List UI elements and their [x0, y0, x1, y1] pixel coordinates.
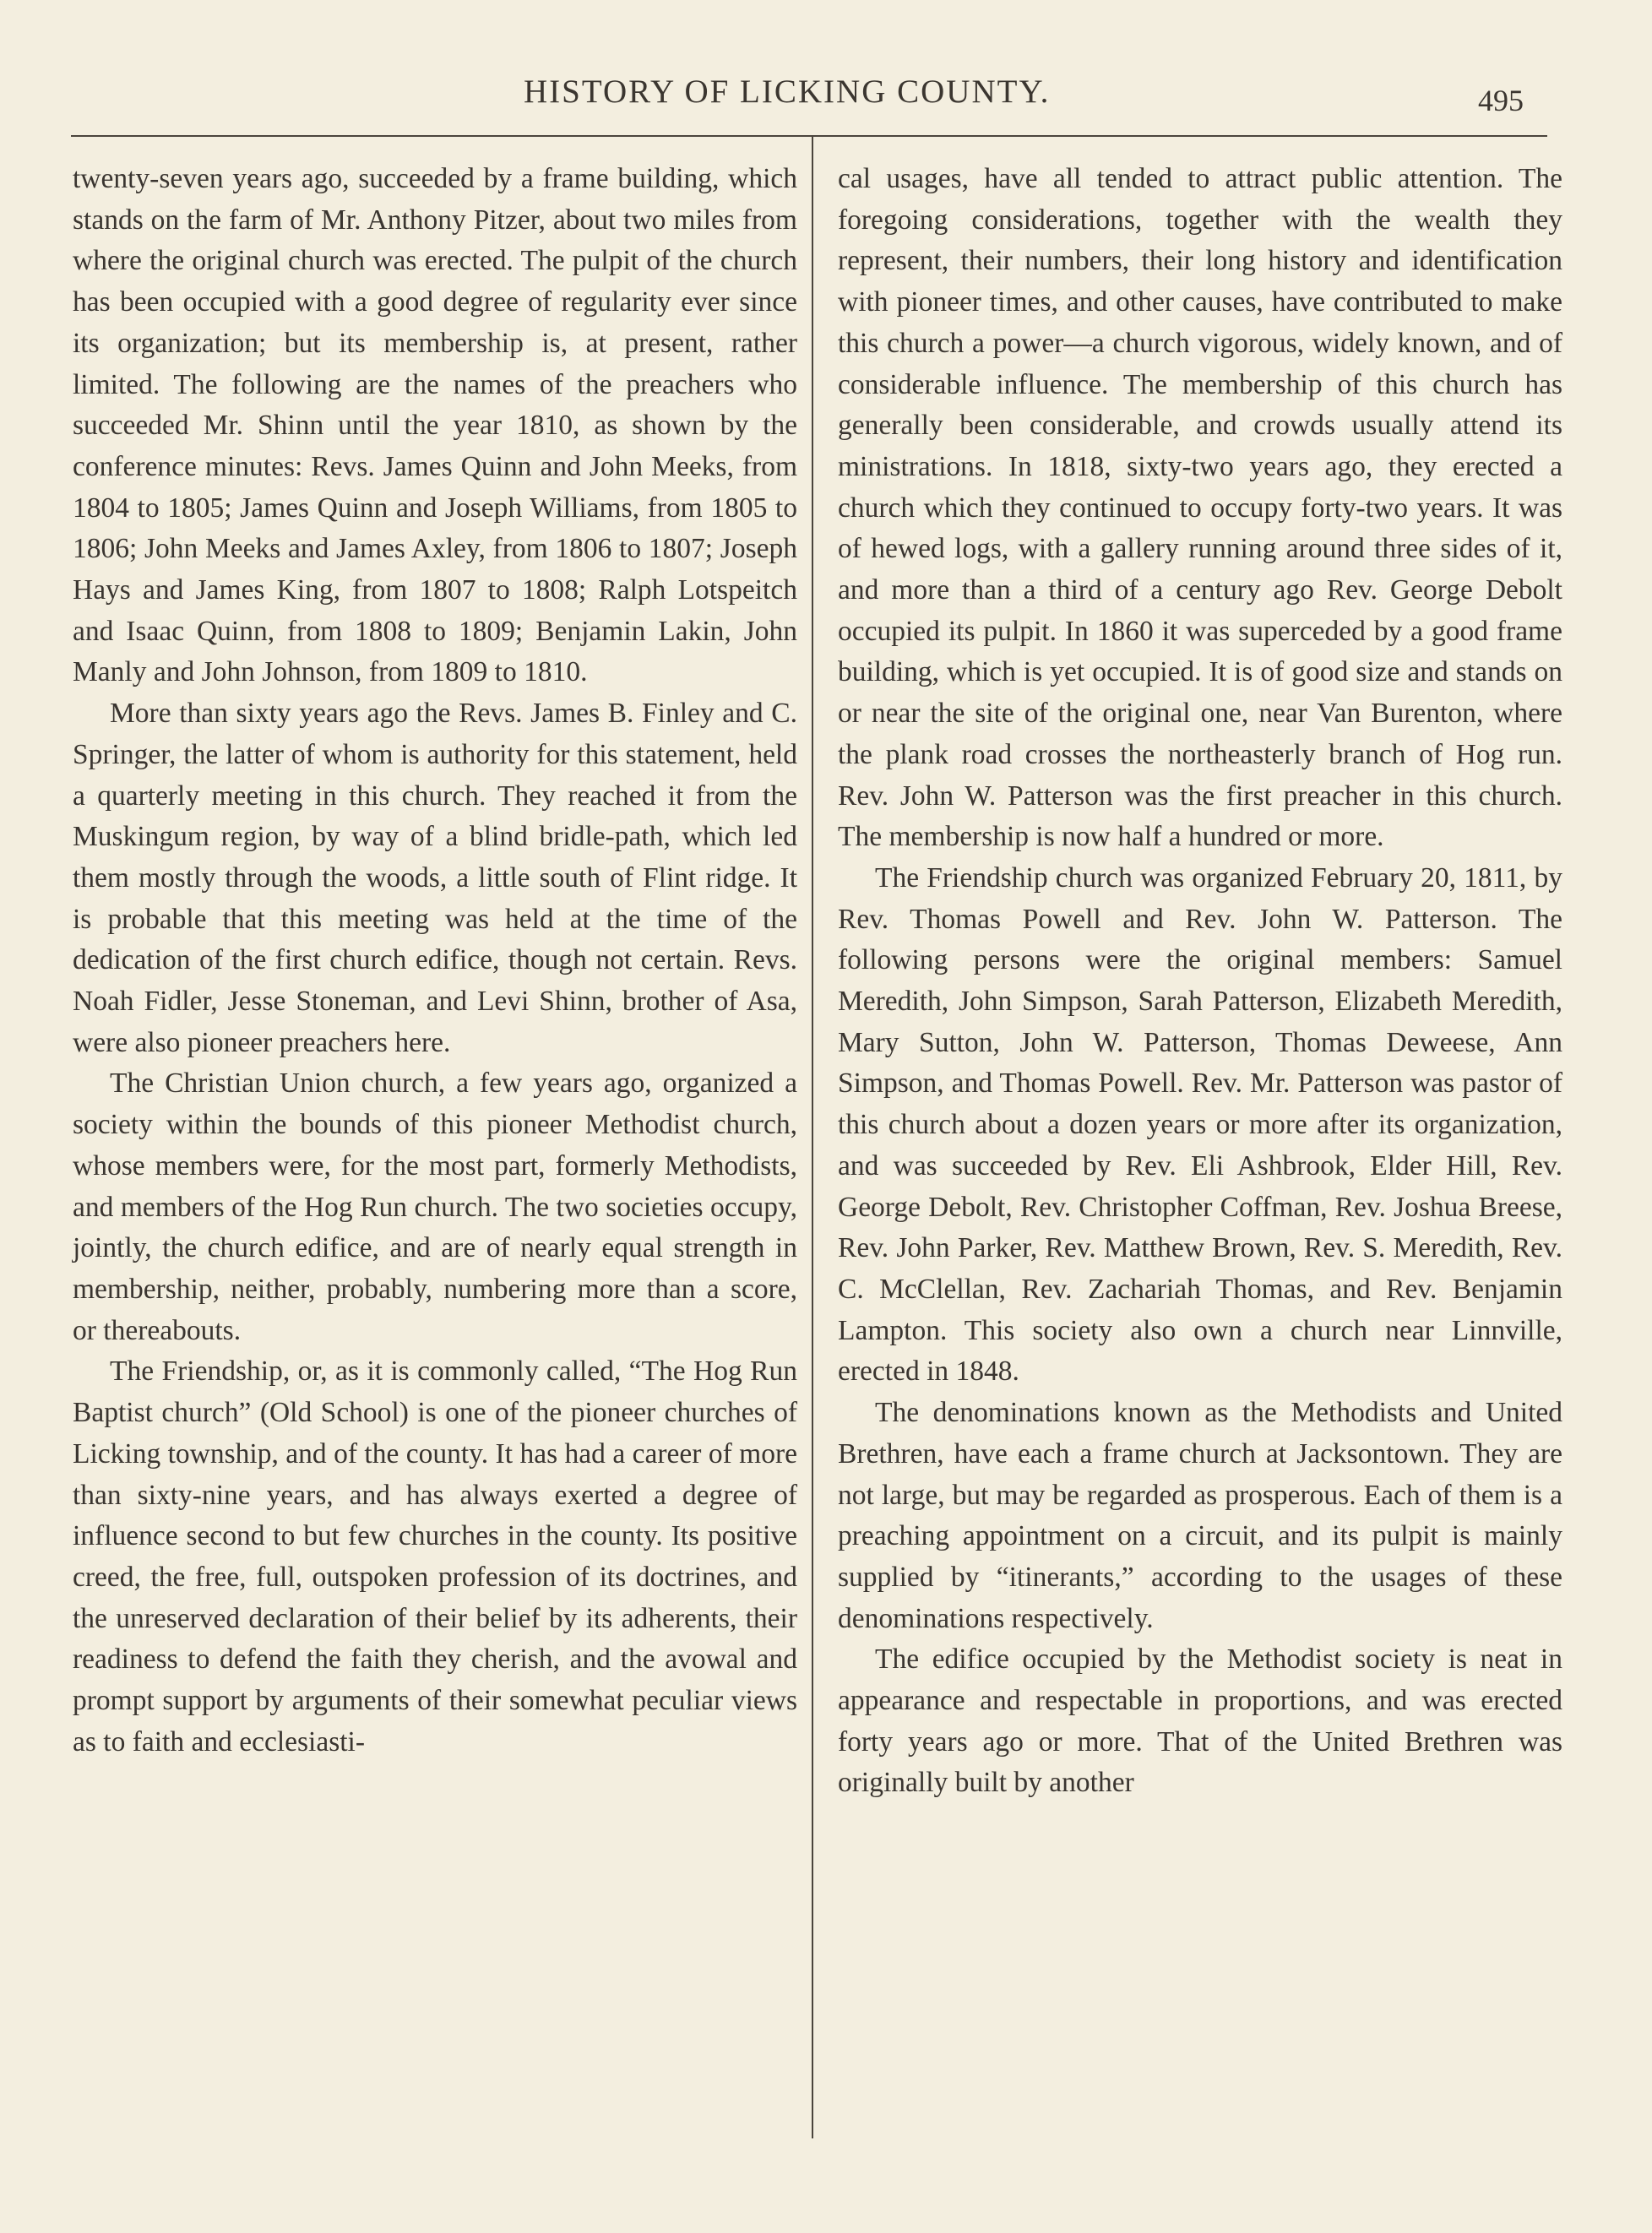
page-number: 495 — [1478, 84, 1524, 117]
paragraph: The Christian Union church, a few years ago, organized a society within the bounds of this pioneer Methodist church, whose members were, for the most part, formerly Methodists, and members of the Hog Run church. The two societies occupy, jointly, the church edifice, and are of nearly equal strength in membership, neither, probably, numbering more than a score, or thereabouts. — [73, 1068, 797, 1346]
left-column — [73, 159, 797, 1763]
paragraph: twenty-seven years ago, succeeded by a frame building, which stands on the farm of Mr. Anthony Pitzer, about two miles from where the original church was erected. The pulpit of the church has been occupied with a good degree of regularity ever since its organization; but its membership is, at present, rather limited. The following are the names of the preachers who succeeded Mr. Shinn until the year 1810, as shown by the conference minutes: Revs. James Quinn and John Meeks, from 1804 to 1805; James Quinn and Joseph Williams, from 1805 to 1806; John Meeks and James Axley, from 1806 to 1807; Joseph Hays and James King, from 1807 to 1808; Ralph Lotspeitch and Isaac Quinn, from 1808 to 1809; Benjamin Lakin, John Manly and John Johnson, from 1809 to 1810. — [73, 163, 797, 688]
paragraph: The edifice occupied by the Methodist society is neat in appearance and respectable in proportions, and was erected forty years ago or more. That of the United Brethren was originally built by another — [838, 1644, 1562, 1799]
paragraph: The Friendship, or, as it is commonly called, “The Hog Run Baptist church” (Old School) is one of the pioneer churches of Licking township, and of the county. It has had a career of more than sixty-nine years, and has always exerted a degree of influence second to but few churches in the county. Its positive creed, the free, full, outspoken profession of its doctrines, and the unreserved declaration of their belief by its adherents, their readiness to defend the faith they cherish, and the avowal and prompt support by arguments of their somewhat peculiar views as to faith and ecclesiasti- — [73, 1356, 797, 1758]
paragraph: The Friendship church was organized February 20, 1811, by Rev. Thomas Powell and Rev. John W. Patterson. The following persons were the original members: Samuel Meredith, John Simpson, Sarah Patterson, Elizabeth Meredith, Mary Sutton, John W. Patterson, Thomas Deweese, Ann Simpson, and Thomas Powell. Rev. Mr. Patterson was pastor of this church about a dozen years or more after its organization, and was succeeded by Rev. Eli Ashbrook, Elder Hill, Rev. George Debolt, Rev. Christopher Coffman, Rev. Joshua Breese, Rev. John Parker, Rev. Matthew Brown, Rev. S. Meredith, Rev. C. McClellan, Rev. Zachariah Thomas, and Rev. Benjamin Lampton. This society also own a church near Linnville, erected in 1848. — [838, 861, 1562, 1388]
paragraph: cal usages, have all tended to attract public attention. The foregoing considerations, together with the wealth they represent, their numbers, their long history and identification with pioneer times, and other causes, have contributed to make this church a power—a church vigorous, widely known, and of considerable influence. The membership of this church has generally been considerable, and crowds usually attend its ministrations. In 1818, sixty-two years ago, they erected a church which they continued to occupy forty-two years. It was of hewed logs, with a gallery running around three sides of it, and more than a third of a century ago Rev. George Debolt occupied its pulpit. In 1860 it was superceded by a good frame building, which is yet occupied. It is of good size and stands on or near the site of the original one, near Van Burenton, where the plank road crosses the northeasterly branch of Hog run. Rev. John W. Patterson was the first preacher in this church. The membership is now half a hundred or more. — [838, 163, 1562, 853]
page-header — [0, 73, 1652, 123]
running-title: HISTORY OF LICKING COUNTY. — [524, 73, 1051, 110]
paragraph: More than sixty years ago the Revs. James B. Finley and C. Springer, the latter of whom is authority for this statement, held a quarterly meeting in this church. They reached it from the Muskingum region, by way of a blind bridle-path, which led them mostly through the woods, a little south of Flint ridge. It is probable that this meeting was held at the time of the dedication of the first church edifice, though not certain. Revs. Noah Fidler, Jesse Stoneman, and Levi Shinn, brother of Asa, were also pioneer preachers here. — [73, 698, 797, 1058]
header-rule — [71, 135, 1547, 137]
right-column — [838, 159, 1562, 1804]
paragraph: The denominations known as the Methodists and United Brethren, have each a frame church at Jacksontown. They are not large, but may be regarded as prosperous. Each of them is a preaching appointment on a circuit, and its pulpit is mainly supplied by “itinerants,” according to the usages of these denominations respectively. — [838, 1397, 1562, 1634]
column-divider — [812, 137, 813, 2138]
